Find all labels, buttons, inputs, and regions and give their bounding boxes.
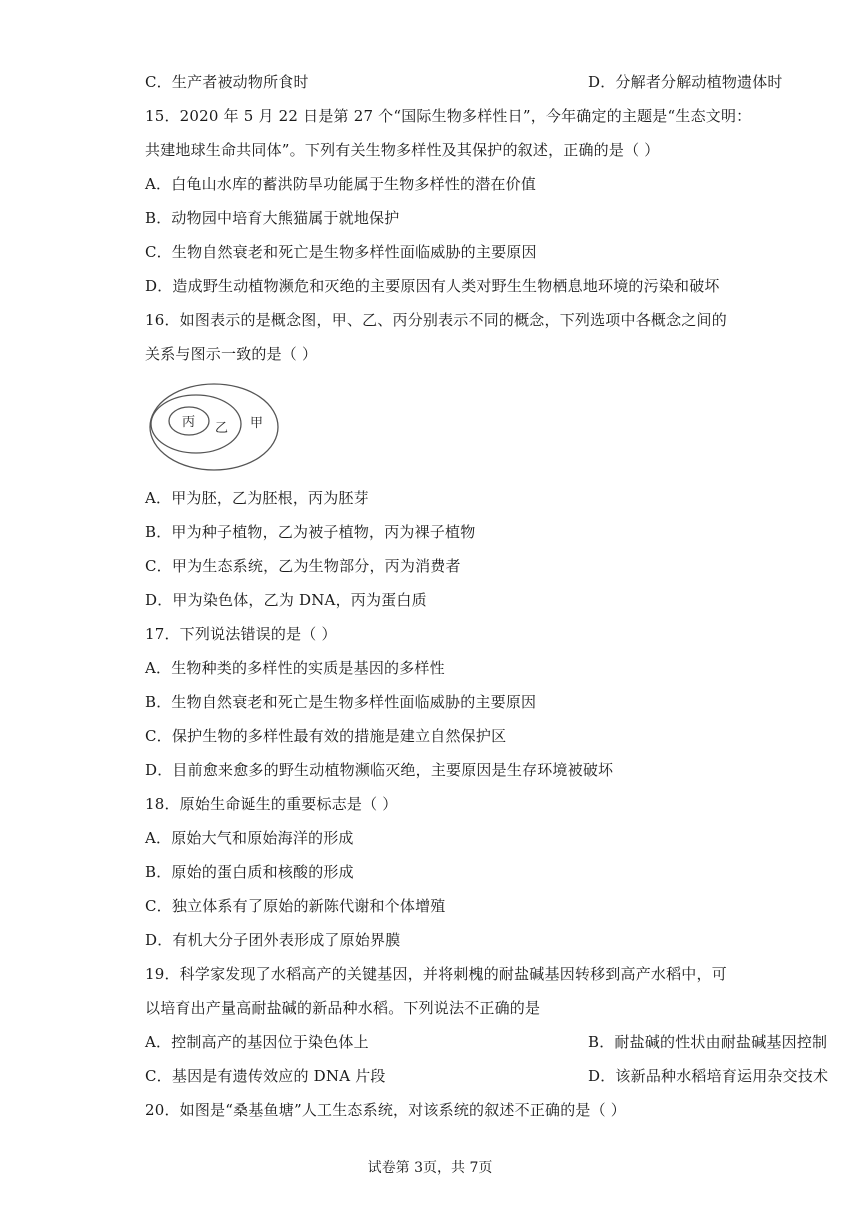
q16-option-d: D．甲为染色体，乙为 DNA，丙为蛋白质 — [145, 591, 427, 609]
middle-label: 乙 — [215, 421, 229, 436]
concept-diagram — [148, 382, 288, 474]
q19-option-a: A．控制高产的基因位于染色体上 — [145, 1033, 369, 1051]
q18-stem: 18．原始生命诞生的重要标志是（ ） — [145, 795, 398, 813]
q17-option-b: B．生物自然衰老和死亡是生物多样性面临威胁的主要原因 — [145, 693, 537, 711]
q14-option-d: D．分解者分解动植物遗体时 — [588, 73, 783, 91]
q16-option-c: C．甲为生态系统，乙为生物部分，丙为消费者 — [145, 557, 461, 575]
q17-option-d: D．目前愈来愈多的野生动植物濒临灭绝，主要原因是生存环境被破坏 — [145, 761, 614, 779]
q18-option-d: D．有机大分子团外表形成了原始界膜 — [145, 931, 401, 949]
q16-stem-line-2: 关系与图示一致的是（ ） — [145, 345, 318, 363]
q17-option-a: A．生物种类的多样性的实质是基因的多样性 — [145, 659, 445, 677]
q19-stem-line-2: 以培育出产量高耐盐碱的新品种水稻。下列说法不正确的是 — [145, 999, 541, 1017]
q14-option-c: C．生产者被动物所食时 — [145, 73, 309, 91]
q18-option-b: B．原始的蛋白质和核酸的形成 — [145, 863, 354, 881]
q15-option-a: A．白龟山水库的蓄洪防旱功能属于生物多样性的潜在价值 — [145, 175, 537, 193]
q15-option-c: C．生物自然衰老和死亡是生物多样性面临威胁的主要原因 — [145, 243, 537, 261]
q15-option-b: B．动物园中培育大熊猫属于就地保护 — [145, 209, 400, 227]
inner-label: 丙 — [182, 415, 196, 430]
q19-option-c: C．基因是有遗传效应的 DNA 片段 — [145, 1067, 386, 1085]
q16-stem-line-1: 16．如图表示的是概念图，甲、乙、丙分别表示不同的概念，下列选项中各概念之间的 — [145, 311, 727, 329]
q16-option-a: A．甲为胚，乙为胚根，丙为胚芽 — [145, 489, 369, 507]
page-footer: 试卷第 3页，共 7页 — [367, 1160, 493, 1176]
q19-option-d: D．该新品种水稻培育运用杂交技术 — [588, 1067, 829, 1085]
question-14-options-row — [145, 72, 783, 92]
q19-options-row-2 — [145, 1066, 829, 1086]
q19-stem-line-1: 19．科学家发现了水稻高产的关键基因，并将刺槐的耐盐碱基因转移到高产水稻中，可 — [145, 965, 727, 983]
q17-stem: 17．下列说法错误的是（ ） — [145, 625, 337, 643]
q15-option-d: D．造成野生动植物濒危和灭绝的主要原因有人类对野生生物栖息地环境的污染和破坏 — [145, 277, 720, 295]
q15-stem-line-1: 15．2020 年 5 月 22 日是第 27 个“国际生物多样性日”，今年确定的主题是“生态文明： — [145, 107, 752, 125]
q15-stem-line-2: 共建地球生命共同体”。下列有关生物多样性及其保护的叙述，正确的是（ ） — [145, 141, 660, 159]
q18-option-a: A．原始大气和原始海洋的形成 — [145, 829, 354, 847]
outer-label: 甲 — [250, 416, 264, 431]
q19-option-b: B．耐盐碱的性状由耐盐碱基因控制 — [588, 1033, 828, 1051]
q16-option-b: B．甲为种子植物，乙为被子植物，丙为裸子植物 — [145, 523, 476, 541]
q19-options-row-1 — [145, 1032, 828, 1052]
q18-option-c: C．独立体系有了原始的新陈代谢和个体增殖 — [145, 897, 446, 915]
q20-stem: 20．如图是“桑基鱼塘”人工生态系统，对该系统的叙述不正确的是（ ） — [145, 1101, 626, 1119]
q17-option-c: C．保护生物的多样性最有效的措施是建立自然保护区 — [145, 727, 507, 745]
